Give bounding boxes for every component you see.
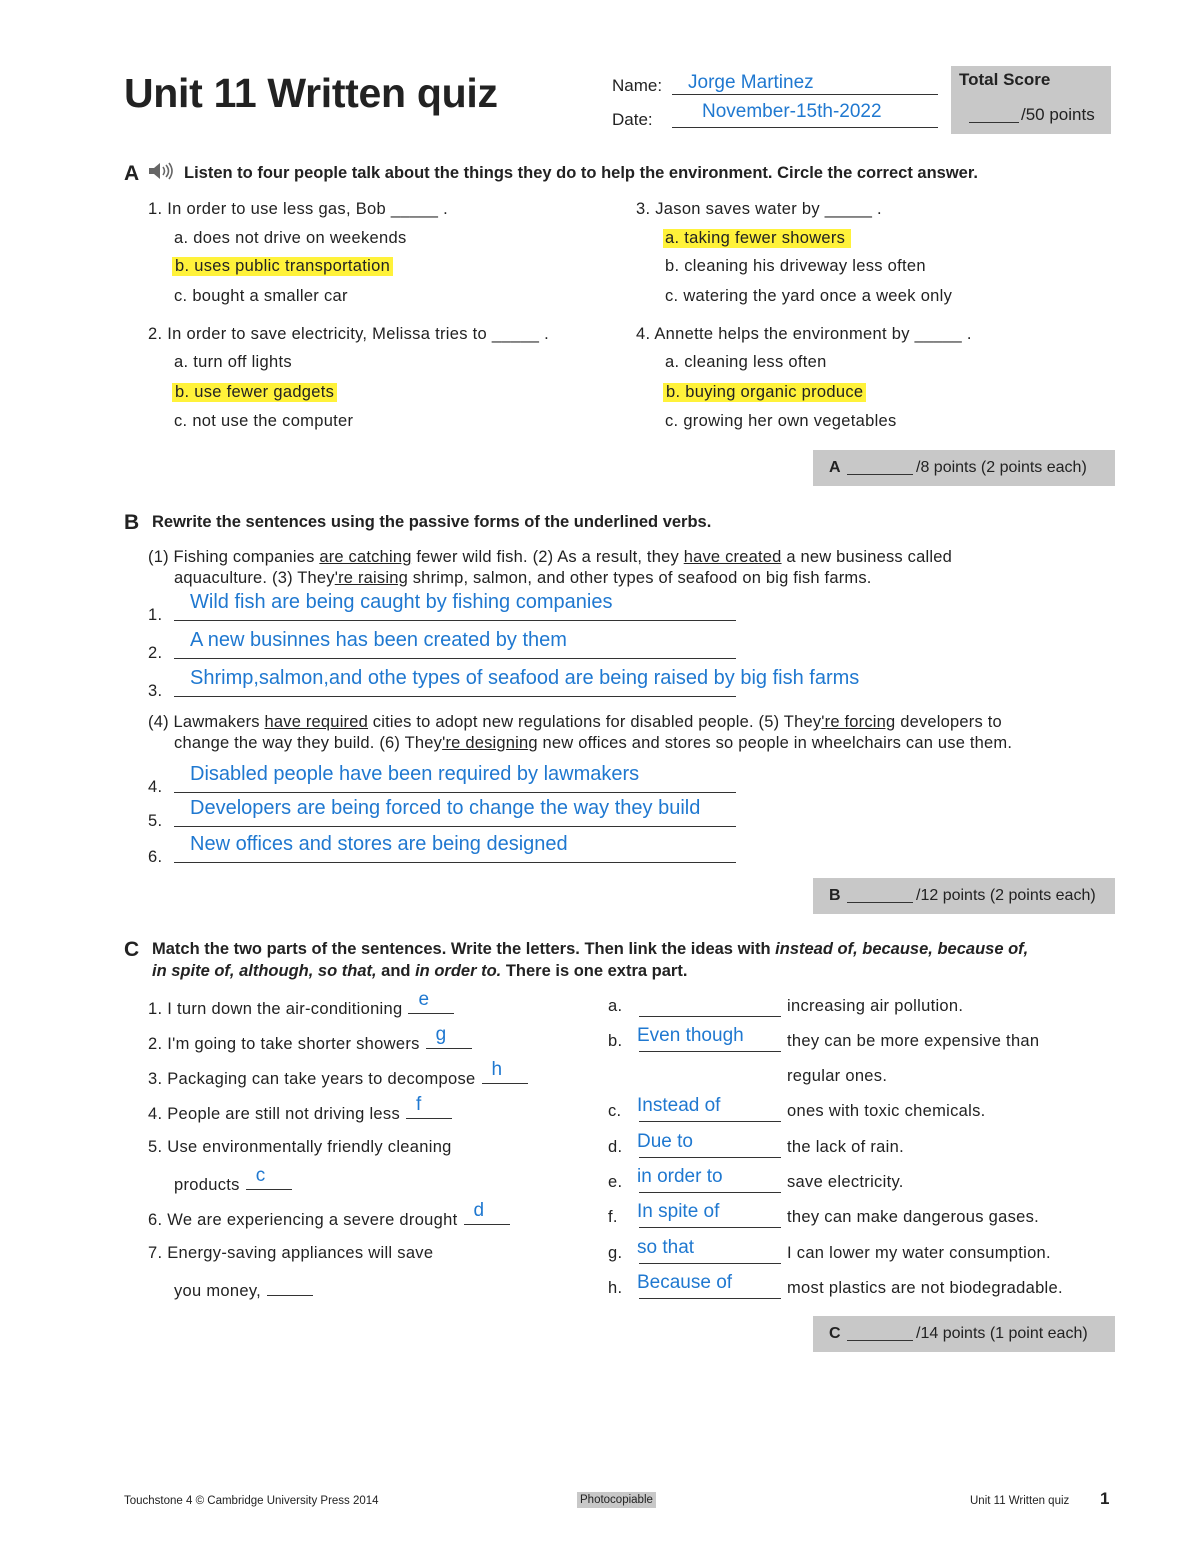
section-a-letter: A <box>124 162 140 185</box>
c-left-item <box>174 1279 313 1301</box>
date-value: November-15th-2022 <box>702 101 882 122</box>
section-b-letter: B <box>124 511 140 534</box>
b-p2-underlined-verb: 're forcing <box>821 713 896 731</box>
c-left-item <box>148 1024 472 1054</box>
c-match-answer: e <box>418 989 430 1010</box>
c-right-letter: a. <box>608 997 623 1015</box>
a-q3-option-b[interactable]: b. cleaning his driveway less often <box>665 257 926 275</box>
c-right-text: save electricity. <box>787 1173 904 1191</box>
a-q1-option-a[interactable]: a. does not drive on weekends <box>174 229 407 247</box>
date-label: Date: <box>612 110 653 129</box>
a-q1-option-c[interactable]: c. bought a smaller car <box>174 287 348 305</box>
c-left-text: 6. We are experiencing a severe drought <box>148 1211 458 1229</box>
b-answer-handwritten: Developers are being forced to change the way they build <box>190 797 701 819</box>
c-connector-blank[interactable] <box>637 1166 781 1193</box>
b-answer-number: 4. <box>148 778 163 796</box>
section-c-instruction-line1 <box>152 940 1028 959</box>
c-right-text: I can lower my water consumption. <box>787 1244 1051 1262</box>
section-a-instruction: Listen to four people talk about the things they do to help the environment. Circle the correct answer. <box>184 164 978 182</box>
b-answer-handwritten: New offices and stores are being designed <box>190 833 568 855</box>
c-match-blank[interactable] <box>482 1059 528 1084</box>
section-b-instruction: Rewrite the sentences using the passive forms of the underlined verbs. <box>152 513 712 531</box>
c-connector-answer: so that <box>637 1237 695 1258</box>
c-left-text: products <box>174 1176 240 1194</box>
total-score-label: Total Score <box>959 70 1051 89</box>
name-value: Jorge Martinez <box>688 72 814 93</box>
c-left-text: 4. People are still not driving less <box>148 1105 401 1123</box>
a-q3-option-c[interactable]: c. watering the yard once a week only <box>665 287 953 305</box>
c-connector-blank[interactable] <box>637 1272 781 1299</box>
c-right-text: regular ones. <box>787 1067 888 1085</box>
section-c-score-box <box>813 1316 1115 1352</box>
a-q2-stem: 2. In order to save electricity, Melissa tries to _____ . <box>148 325 550 343</box>
b-p1-text: fewer wild fish. (2) As a result, they <box>411 548 684 566</box>
total-score-suffix: /50 points <box>1021 105 1095 124</box>
b-answer-number: 1. <box>148 606 163 624</box>
b-answer-handwritten: Disabled people have been required by lawmakers <box>190 763 640 785</box>
total-score-box <box>951 66 1111 134</box>
c-right-letter: g. <box>608 1244 623 1262</box>
c-right-text: ones with toxic chemicals. <box>787 1102 986 1120</box>
c-instr-connectors: in order to. <box>415 962 502 980</box>
b-p2-text: (4) Lawmakers <box>148 713 265 731</box>
a-q2-option-c[interactable]: c. not use the computer <box>174 412 354 430</box>
b-p1-text: aquaculture. (3) They <box>174 569 335 587</box>
c-match-answer: h <box>491 1059 503 1080</box>
c-match-blank[interactable] <box>426 1024 472 1049</box>
c-connector-blank[interactable] <box>637 1095 781 1122</box>
b-answer-handwritten: A new businnes has been created by them <box>190 629 567 651</box>
a-q4-option-c[interactable]: c. growing her own vegetables <box>665 412 897 430</box>
c-instr-text: There is one extra part. <box>501 962 688 980</box>
c-match-answer: c <box>255 1165 266 1186</box>
section-c-score-letter: C <box>829 1325 841 1342</box>
c-match-blank[interactable] <box>408 989 454 1014</box>
b-p1-underlined-verb: 're raising <box>334 569 408 587</box>
a-q4-option-a[interactable]: a. cleaning less often <box>665 353 827 371</box>
c-connector-blank[interactable] <box>637 1131 781 1158</box>
c-left-item <box>148 1094 452 1124</box>
b-p2-text: developers to <box>895 713 1002 731</box>
c-match-answer: f <box>416 1094 422 1115</box>
c-left-text: 2. I'm going to take shorter showers <box>148 1035 420 1053</box>
b-answer-handwritten: Shrimp,salmon,and othe types of seafood are being raised by big fish farms <box>190 667 860 689</box>
b-answer-line[interactable] <box>174 591 736 621</box>
c-right-text: they can make dangerous gases. <box>787 1208 1040 1226</box>
a-q4-option-b-selected[interactable]: b. buying organic produce <box>663 383 866 402</box>
b-p1-text: a new business called <box>781 548 952 566</box>
footer-photocopiable-badge: Photocopiable <box>577 1492 656 1508</box>
c-match-blank[interactable] <box>464 1200 510 1225</box>
c-match-blank[interactable] <box>246 1165 292 1190</box>
date-field[interactable] <box>672 101 938 128</box>
name-label: Name: <box>612 76 663 95</box>
c-connector-answer: In spite of <box>637 1201 720 1222</box>
c-match-blank[interactable] <box>406 1094 452 1119</box>
c-left-text: 3. Packaging can take years to decompose <box>148 1070 476 1088</box>
c-left-item <box>174 1165 292 1195</box>
c-right-letter: b. <box>608 1032 623 1050</box>
c-match-blank[interactable] <box>267 1279 313 1296</box>
c-connector-answer: Even though <box>637 1025 744 1046</box>
c-right-text: increasing air pollution. <box>787 997 964 1015</box>
c-connector-blank[interactable] <box>637 1025 781 1052</box>
c-left-text: 1. I turn down the air-conditioning <box>148 1000 403 1018</box>
b-p1-text: (1) Fishing companies <box>148 548 320 566</box>
a-q1-stem: 1. In order to use less gas, Bob _____ . <box>148 200 449 218</box>
section-c-score-text: /14 points (1 point each) <box>916 1325 1088 1342</box>
section-a-score-letter: A <box>829 459 841 476</box>
c-right-text: most plastics are not biodegradable. <box>787 1279 1063 1297</box>
c-instr-connectors: instead of, because, because of, <box>775 940 1029 958</box>
b-answer-line[interactable] <box>174 797 736 827</box>
section-a-score-text: /8 points (2 points each) <box>916 459 1087 476</box>
b-answer-line[interactable] <box>174 833 736 863</box>
footer-copyright: Touchstone 4 © Cambridge University Press 2014 <box>124 1495 379 1507</box>
c-connector-answer: in order to <box>637 1166 723 1187</box>
c-left-item <box>148 1059 528 1089</box>
c-left-text: you money, <box>174 1282 262 1300</box>
b-p2-underlined-verb: have required <box>264 713 369 731</box>
c-left-item <box>148 1138 452 1157</box>
section-a-score-box <box>813 450 1115 486</box>
section-b-score-blank[interactable] <box>847 887 913 903</box>
a-q3-stem: 3. Jason saves water by _____ . <box>636 200 882 218</box>
b-paragraph-1 <box>148 547 1108 589</box>
speaker-icon[interactable] <box>147 162 173 185</box>
b-answer-handwritten: Wild fish are being caught by fishing companies <box>190 591 613 613</box>
c-instr-connectors: in spite of, although, so that, <box>152 962 377 980</box>
b-p2-text: change the way they build. (6) They <box>174 734 443 752</box>
page-title: Unit 11 Written quiz <box>124 70 498 116</box>
section-c-letter: C <box>124 938 140 961</box>
c-right-letter: h. <box>608 1279 623 1297</box>
c-connector-answer: Due to <box>637 1131 693 1152</box>
c-match-answer: g <box>435 1024 447 1045</box>
page-number: 1 <box>1100 1489 1110 1508</box>
b-p2-text: new offices and stores so people in wheelchairs can use them. <box>537 734 1013 752</box>
c-left-item <box>148 1200 510 1230</box>
a-q4-stem: 4. Annette helps the environment by _____ . <box>636 325 972 343</box>
c-instr-text: Match the two parts of the sentences. Write the letters. Then link the ideas with <box>152 940 776 958</box>
c-right-text: they can be more expensive than <box>787 1032 1040 1050</box>
b-p2-underlined-verb: 're designing <box>442 734 538 752</box>
footer-unit-label: Unit 11 Written quiz <box>970 1495 1070 1507</box>
c-left-text: 5. Use environmentally friendly cleaning <box>148 1138 452 1156</box>
section-a-score-blank[interactable] <box>847 459 913 475</box>
c-right-text: the lack of rain. <box>787 1138 904 1156</box>
b-p1-text: shrimp, salmon, and other types of seafood on big fish farms. <box>407 569 872 587</box>
c-instr-text: and <box>376 962 416 980</box>
b-answer-line[interactable] <box>174 763 736 793</box>
b-paragraph-2 <box>148 712 1138 754</box>
c-connector-blank[interactable] <box>637 1201 781 1228</box>
c-right-letter: c. <box>608 1102 622 1120</box>
section-b-score-letter: B <box>829 887 841 904</box>
b-answer-number: 3. <box>148 682 163 700</box>
b-p1-underlined-verb: are catching <box>319 548 412 566</box>
section-c-instruction-line2 <box>152 962 687 981</box>
section-b-score-box <box>813 878 1115 914</box>
c-left-item <box>148 989 454 1019</box>
a-q1-option-b-selected[interactable]: b. uses public transportation <box>172 257 393 276</box>
b-answer-line[interactable] <box>174 667 860 697</box>
a-q3-option-a-selected[interactable]: a. taking fewer showers <box>663 229 851 248</box>
b-answer-line[interactable] <box>174 629 736 659</box>
section-c-score-blank[interactable] <box>847 1325 913 1341</box>
a-q2-option-a[interactable]: a. turn off lights <box>174 353 292 371</box>
b-answer-number: 6. <box>148 848 163 866</box>
c-left-text: 7. Energy-saving appliances will save <box>148 1244 434 1262</box>
c-connector-blank[interactable] <box>637 1237 781 1264</box>
c-right-letter: d. <box>608 1138 623 1156</box>
b-answer-number: 2. <box>148 644 163 662</box>
c-right-letter: f. <box>608 1208 618 1226</box>
total-score-blank[interactable] <box>969 106 1019 123</box>
c-right-letter: e. <box>608 1173 623 1191</box>
c-connector-blank[interactable] <box>639 998 781 1017</box>
c-match-answer: d <box>473 1200 485 1221</box>
c-connector-answer: Instead of <box>637 1095 721 1116</box>
b-p2-text: cities to adopt new regulations for disabled people. (5) They <box>368 713 822 731</box>
section-b-score-text: /12 points (2 points each) <box>916 887 1096 904</box>
a-q2-option-b-selected[interactable]: b. use fewer gadgets <box>172 383 337 402</box>
b-p1-underlined-verb: have created <box>683 548 782 566</box>
b-answer-number: 5. <box>148 812 163 830</box>
name-field[interactable] <box>672 74 938 95</box>
c-left-item <box>148 1244 433 1263</box>
c-connector-answer: Because of <box>637 1272 733 1293</box>
